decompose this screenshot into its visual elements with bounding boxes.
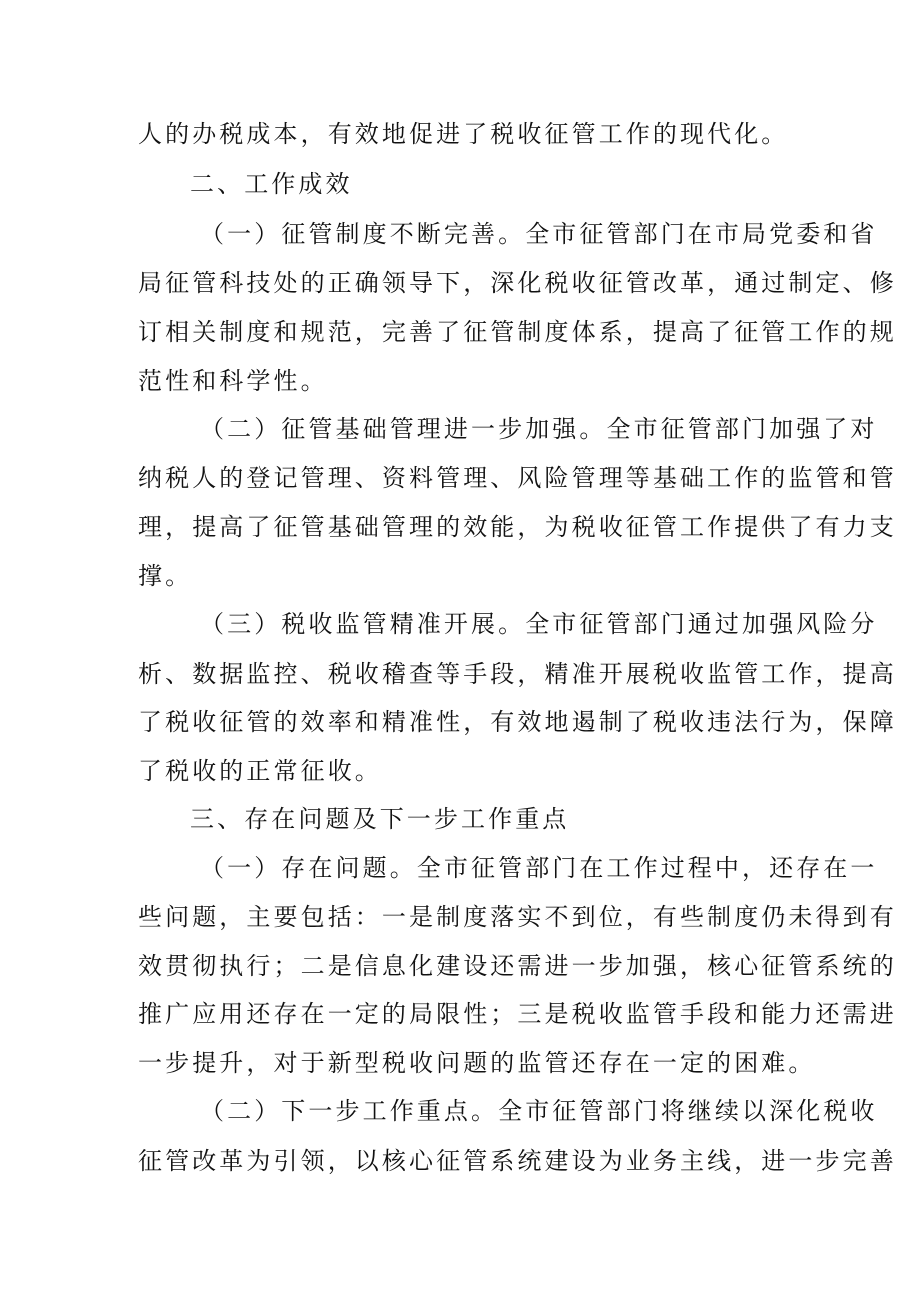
paragraph-first-line: （二）征管基础管理进一步加强。全市征管部门加强了对 xyxy=(200,415,878,443)
body-text-line: 纳税人的登记管理、资料管理、风险管理等基础工作的监管和管 xyxy=(138,464,897,492)
body-text-line: 征管改革为引领，以核心征管系统建设为业务主线，进一步完善 xyxy=(138,1147,897,1175)
body-text-line: 撑。 xyxy=(138,562,193,590)
paragraph-first-line: （三）税收监管精准开展。全市征管部门通过加强风险分 xyxy=(200,610,878,638)
body-text-line: 范性和科学性。 xyxy=(138,367,328,395)
body-text-line: 订相关制度和规范，完善了征管制度体系，提高了征管工作的规 xyxy=(138,318,897,346)
body-text-line: 人的办税成本，有效地促进了税收征管工作的现代化。 xyxy=(138,120,789,148)
section-heading: 三、存在问题及下一步工作重点 xyxy=(190,805,570,833)
body-text-line: 理，提高了征管基础管理的效能，为税收征管工作提供了有力支 xyxy=(138,513,897,541)
section-heading: 二、工作成效 xyxy=(190,170,353,198)
paragraph-first-line: （一）征管制度不断完善。全市征管部门在市局党委和省 xyxy=(200,220,878,248)
body-text-line: 了税收征管的效率和精准性，有效地遏制了税收违法行为，保障 xyxy=(138,708,897,736)
paragraph-first-line: （一）存在问题。全市征管部门在工作过程中，还存在一 xyxy=(200,854,878,882)
body-text-line: 些问题，主要包括：一是制度落实不到位，有些制度仍未得到有 xyxy=(138,903,897,931)
body-text-line: 了税收的正常征收。 xyxy=(138,757,382,785)
body-text-line: 析、数据监控、税收稽查等手段，精准开展税收监管工作，提高 xyxy=(138,660,897,688)
body-text-line: 效贯彻执行；二是信息化建设还需进一步加强，核心征管系统的 xyxy=(138,952,897,980)
body-text-line: 局征管科技处的正确领导下，深化税收征管改革，通过制定、修 xyxy=(138,269,897,297)
paragraph-first-line: （二）下一步工作重点。全市征管部门将继续以深化税收 xyxy=(200,1097,878,1125)
body-text-line: 推广应用还存在一定的局限性；三是税收监管手段和能力还需进 xyxy=(138,1000,897,1028)
body-text-line: 一步提升，对于新型税收问题的监管还存在一定的困难。 xyxy=(138,1049,816,1077)
